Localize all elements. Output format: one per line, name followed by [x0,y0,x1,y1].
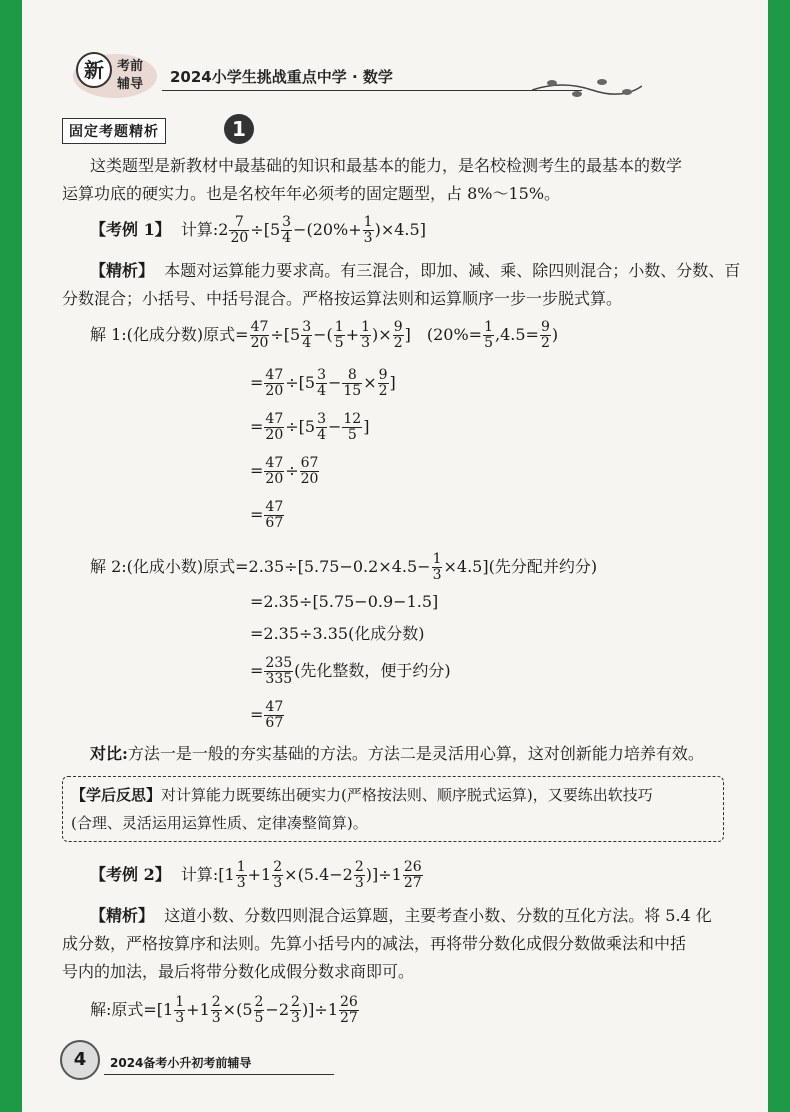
example2: 【考例 2】 计算:[1 $\frac{1}{3}$ +1 $\frac{2}{3}$ ×(5.4−2 $\frac{2}{3}$ )]÷1 $\frac{26}{27}$ [90,859,422,891]
page-header [62,42,642,102]
solution2-line5: = $\frac{47}{67}$ [250,699,284,731]
page [22,0,768,1112]
logo-char: 新 [84,58,104,82]
section-tag [62,117,246,144]
reflection-line1: 【学后反思】对计算能力既要练出硬实力(严格按法则、顺序脱式运算)，又要练出软技巧 [71,786,653,804]
solution1-line3: = $\frac{47}{20}$ ÷[5 $\frac{3}{4}$ − $\frac{12}{5}$ ] [250,411,370,443]
reflection-line2: (合理、灵活运用运算性质、定律凑整简算)。 [71,814,368,832]
solution2-line3: =2.35÷3.35(化成分数) [250,624,425,643]
footer-text: 2024备考小升初考前辅导 [110,1056,252,1070]
analysis2-line3: 号内的加法，最后将带分数化成假分数求商即可。 [62,962,415,981]
comparison: 对比:方法一是一般的夯实基础的方法。方法二是灵活用心算，这对创新能力培养有效。 [90,744,704,763]
intro-line1: 这类题型是新教材中最基础的知识和最基本的能力，是名校检测考生的最基本的数学 [90,156,683,175]
analysis1-line1: 【精析】 本题对运算能力要求高。有三混合，即加、减、乘、除四则混合；小数、分数、百 [90,261,741,280]
solution1-line1: 解 1:(化成分数)原式= $\frac{47}{20}$ ÷[5 $\frac{3}{4}$ −( $\frac{1}{5}$ + $\frac{1}{3}$ )× $\frac{9}{2}$ ] (20%= $\frac{1}{5}$ ,4.5= $\frac{9}{2}$ ) [90,319,559,351]
reflection-box [62,776,724,842]
solution2-line1: 解 2:(化成小数)原式=2.35÷[5.75−0.2×4.5− $\frac{1}{3}$ ×4.5](先分配并约分) [90,551,598,583]
intro-line2: 运算功底的硬实力。也是名校年年必须考的固定题型，占 8%～15%。 [62,184,561,203]
book-logo-icon [72,48,158,100]
logo-line3: 辅导 [116,77,144,92]
page-footer [60,1040,360,1080]
solution1-line5: = $\frac{47}{67}$ [250,499,284,531]
section-number: 1 [224,114,254,144]
solution3: 解:原式=[1 $\frac{1}{3}$ +1 $\frac{2}{3}$ ×(5 $\frac{2}{5}$ −2 $\frac{2}{3}$ )]÷1 $\frac{26}{27}$ [90,994,358,1026]
vine-decoration-icon [532,72,642,102]
section-label: 固定考题精析 [62,118,166,144]
footer-rule [104,1074,334,1075]
solution2-line2: =2.35÷[5.75−0.9−1.5] [250,592,439,611]
analysis1-line2: 分数混合；小括号、中括号混合。严格按运算法则和运算顺序一步一步脱式算。 [62,289,623,308]
example1: 【考例 1】 计算:2 $\frac{7}{20}$ ÷[5 $\frac{3}{4}$ −(20%+ $\frac{1}{3}$ )×4.5] [90,214,426,246]
page-number: 4 [60,1040,100,1080]
analysis2-line1: 【精析】 这道小数、分数四则混合运算题，主要考查小数、分数的互化方法。将 5.4 化 [90,906,712,925]
header-title: 2024小学生挑战重点中学 · 数学 [170,68,393,86]
header-rule [162,90,582,91]
analysis2-line2: 成分数，严格按算序和法则。先算小括号内的减法，再将带分数化成假分数做乘法和中括 [62,934,687,953]
solution2-line4: = $\frac{235}{335}$ (先化整数，便于约分) [250,655,451,687]
logo-line2: 考前 [116,59,144,74]
solution1-line4: = $\frac{47}{20}$ ÷ $\frac{67}{20}$ [250,455,319,487]
solution1-line2: = $\frac{47}{20}$ ÷[5 $\frac{3}{4}$ − $\frac{8}{15}$ × $\frac{9}{2}$ ] [250,367,396,399]
